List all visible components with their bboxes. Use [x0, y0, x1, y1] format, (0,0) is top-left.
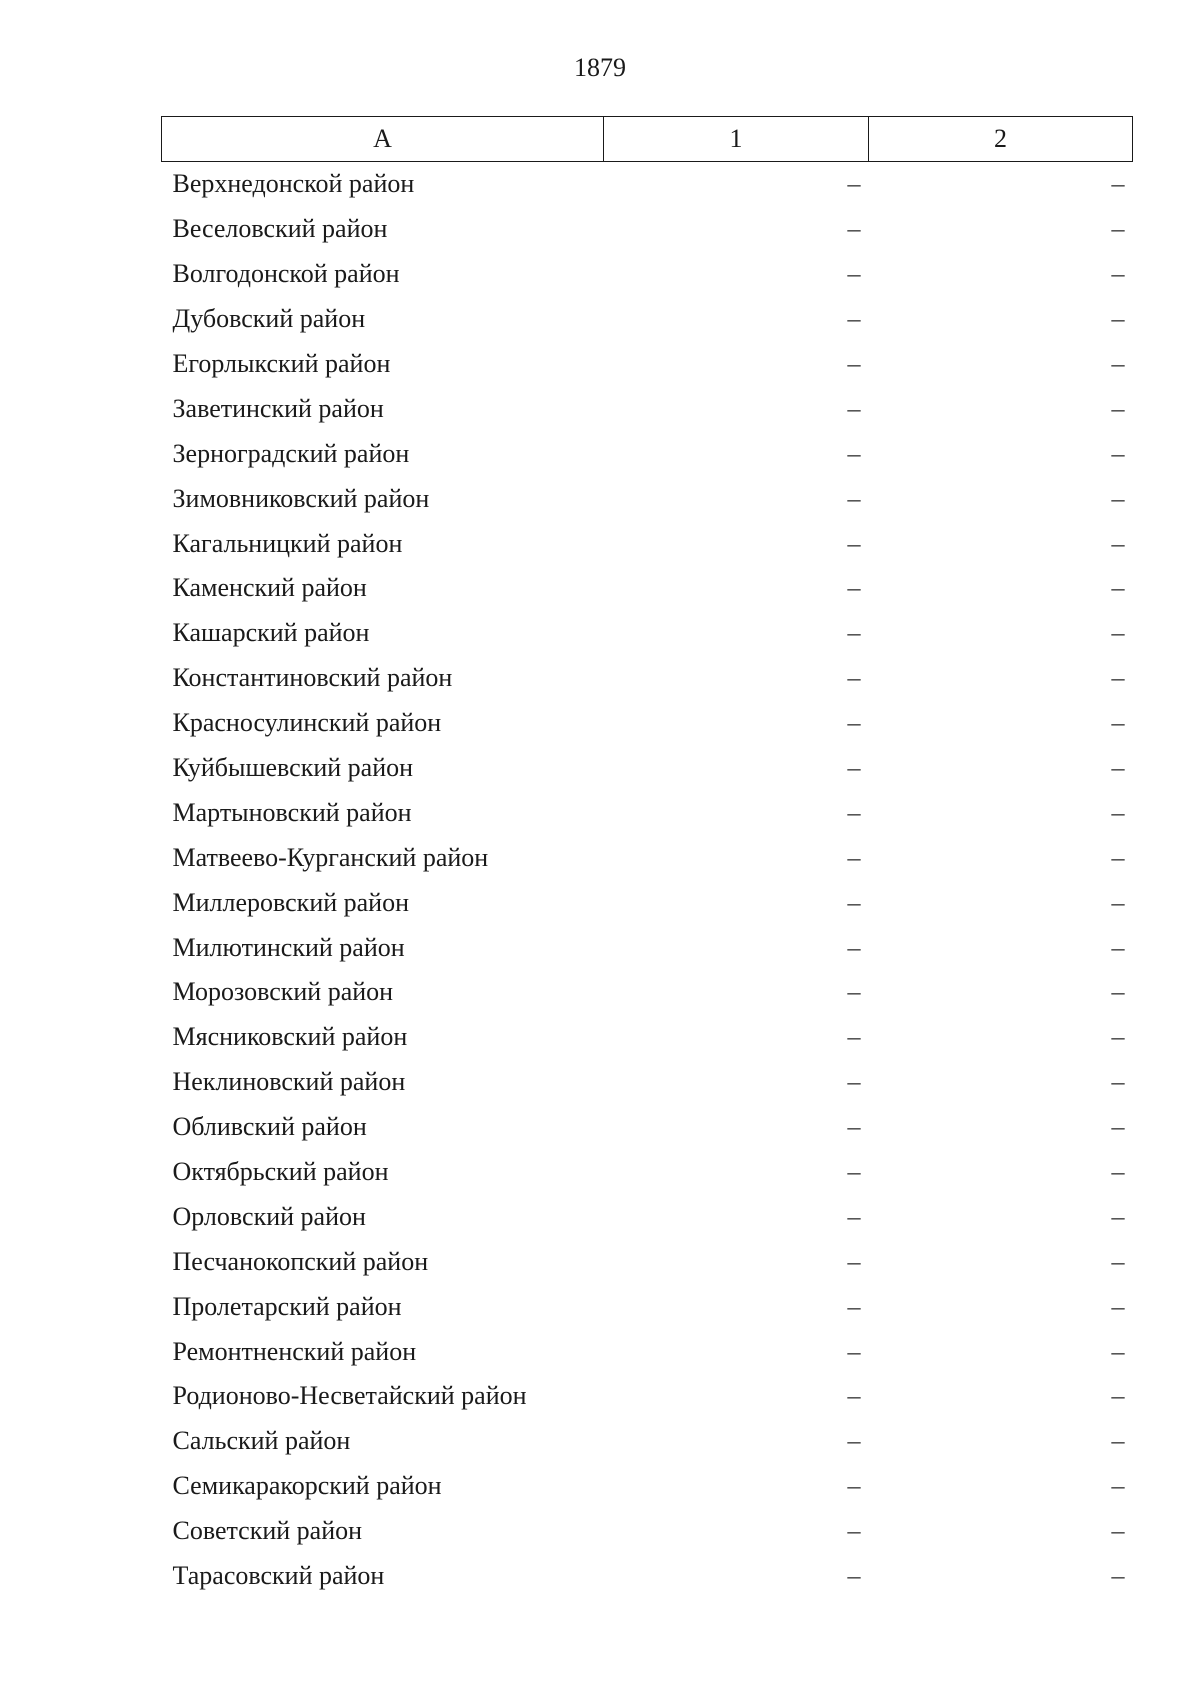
- value-column-2: –: [1111, 1157, 1125, 1187]
- table-row: [162, 925, 1133, 970]
- district-name: Каменский район: [172, 573, 367, 603]
- table-row: [162, 1015, 1133, 1060]
- table-row: [162, 1329, 1133, 1374]
- district-name: Неклиновский район: [172, 1067, 406, 1097]
- district-name: Мартыновский район: [172, 797, 412, 827]
- table-row: [162, 1239, 1133, 1284]
- value-column-2: –: [1111, 438, 1125, 468]
- table-row: [162, 252, 1133, 297]
- table-row: [162, 790, 1133, 835]
- district-name: Дубовский район: [172, 304, 366, 334]
- table-row: [162, 970, 1133, 1015]
- district-name: Октябрьский район: [172, 1157, 389, 1187]
- value-column-1: –: [847, 573, 861, 603]
- table-row: [162, 1554, 1133, 1599]
- district-name: Морозовский район: [172, 977, 394, 1007]
- district-name: Советский район: [172, 1516, 363, 1546]
- value-column-2: –: [1111, 977, 1125, 1007]
- value-column-2: –: [1111, 1516, 1125, 1546]
- district-name: Веселовский район: [172, 214, 388, 244]
- value-column-2: –: [1111, 483, 1125, 513]
- value-column-1: –: [847, 663, 861, 693]
- value-column-1: –: [847, 1471, 861, 1501]
- value-column-2: –: [1111, 169, 1125, 199]
- value-column-1: –: [847, 349, 861, 378]
- value-column-1: –: [847, 304, 861, 334]
- header-row: [162, 117, 1133, 162]
- district-name: Обливский район: [172, 1112, 367, 1142]
- value-column-2: –: [1111, 887, 1125, 917]
- table-row: [162, 656, 1133, 701]
- table-row: [162, 1374, 1133, 1419]
- value-column-2: –: [1111, 1336, 1125, 1366]
- value-column-1: –: [847, 1426, 861, 1456]
- value-column-2: –: [1111, 1561, 1125, 1591]
- value-column-1: –: [847, 1336, 861, 1366]
- table-row: [162, 386, 1133, 431]
- value-column-2: –: [1111, 1067, 1125, 1097]
- value-column-1: –: [847, 259, 861, 289]
- value-column-1: –: [847, 1201, 861, 1231]
- table-row: [162, 431, 1133, 476]
- table-row: [162, 1464, 1133, 1509]
- value-column-2: –: [1111, 663, 1125, 693]
- value-column-1: –: [847, 1516, 861, 1546]
- table-row: [162, 566, 1133, 611]
- value-column-1: –: [847, 214, 861, 244]
- value-column-1: –: [847, 1022, 861, 1052]
- districts-table: [161, 116, 1133, 1599]
- district-name: Волгодонской район: [172, 259, 400, 289]
- district-name: Песчанокопский район: [172, 1246, 429, 1276]
- table-row: [162, 1509, 1133, 1554]
- value-column-2: –: [1111, 393, 1125, 423]
- district-name: Сальский район: [172, 1426, 351, 1456]
- value-column-2: –: [1111, 842, 1125, 872]
- value-column-2: –: [1111, 708, 1125, 738]
- value-column-1: –: [847, 708, 861, 738]
- table-row: [162, 207, 1133, 252]
- district-name: Заветинский район: [172, 393, 384, 423]
- table-row: [162, 1150, 1133, 1195]
- value-column-1: –: [847, 1112, 861, 1142]
- page-number: 1879: [574, 53, 626, 82]
- district-name: Верхнедонской район: [172, 169, 415, 199]
- value-column-1: –: [847, 528, 861, 558]
- value-column-2: –: [1111, 1201, 1125, 1231]
- value-column-2: –: [1111, 1426, 1125, 1456]
- value-column-2: –: [1111, 349, 1125, 378]
- value-column-1: –: [847, 438, 861, 468]
- district-name: Зерноградский район: [172, 438, 410, 468]
- value-column-1: –: [847, 1246, 861, 1276]
- table-row: [162, 880, 1133, 925]
- table-row: [162, 1419, 1133, 1464]
- value-column-1: –: [847, 393, 861, 423]
- value-column-2: –: [1111, 304, 1125, 334]
- table-row: [162, 476, 1133, 521]
- value-column-2: –: [1111, 618, 1125, 648]
- district-name: Красносулинский район: [172, 708, 442, 738]
- table-row: [162, 611, 1133, 656]
- table-header: [162, 117, 1133, 162]
- value-column-1: –: [847, 1157, 861, 1187]
- district-name: Константиновский район: [172, 663, 453, 693]
- column-header-a: А: [162, 117, 604, 162]
- value-column-1: –: [847, 1561, 861, 1591]
- value-column-2: –: [1111, 528, 1125, 558]
- value-column-2: –: [1111, 1291, 1125, 1321]
- value-column-2: –: [1111, 214, 1125, 244]
- value-column-1: –: [847, 977, 861, 1007]
- district-name: Семикаракорский район: [172, 1471, 442, 1501]
- district-name: Егорлыкский район: [172, 349, 391, 378]
- district-name: Матвеево-Курганский район: [172, 842, 489, 872]
- column-header-1: 1: [604, 117, 869, 162]
- value-column-1: –: [847, 1381, 861, 1411]
- table-row: [162, 162, 1133, 207]
- value-column-2: –: [1111, 797, 1125, 827]
- value-column-2: –: [1111, 573, 1125, 603]
- district-name: Зимовниковский район: [172, 483, 430, 513]
- table-body: [162, 162, 1133, 1599]
- value-column-1: –: [847, 797, 861, 827]
- district-name: Куйбышевский район: [172, 753, 414, 783]
- value-column-1: –: [847, 1067, 861, 1097]
- value-column-1: –: [847, 887, 861, 917]
- district-name: Милютинский район: [172, 932, 405, 962]
- value-column-1: –: [847, 169, 861, 199]
- value-column-1: –: [847, 618, 861, 648]
- value-column-2: –: [1111, 1246, 1125, 1276]
- table-row: [162, 297, 1133, 342]
- table-row: [162, 521, 1133, 566]
- value-column-1: –: [847, 842, 861, 872]
- district-name: Миллеровский район: [172, 887, 410, 917]
- district-name: Орловский район: [172, 1201, 366, 1231]
- table-row: [162, 1105, 1133, 1150]
- district-name: Кагальницкий район: [172, 528, 403, 558]
- value-column-2: –: [1111, 1022, 1125, 1052]
- value-column-2: –: [1111, 753, 1125, 783]
- value-column-2: –: [1111, 259, 1125, 289]
- district-name: Родионово-Несветайский район: [172, 1381, 527, 1411]
- table-row: [162, 1194, 1133, 1239]
- table-row: [162, 1060, 1133, 1105]
- value-column-2: –: [1111, 1381, 1125, 1411]
- value-column-2: –: [1111, 1471, 1125, 1501]
- district-name: Пролетарский район: [172, 1291, 402, 1321]
- column-header-2: 2: [869, 117, 1133, 162]
- value-column-2: –: [1111, 1112, 1125, 1142]
- district-name: Ремонтненский район: [172, 1336, 417, 1366]
- table-row: [162, 342, 1133, 387]
- district-name: Кашарский район: [172, 618, 370, 648]
- table-row: [162, 835, 1133, 880]
- district-name: Мясниковский район: [172, 1022, 408, 1052]
- value-column-1: –: [847, 483, 861, 513]
- table-row: [162, 746, 1133, 791]
- value-column-1: –: [847, 753, 861, 783]
- table-row: [162, 701, 1133, 746]
- district-name: Тарасовский район: [172, 1561, 385, 1591]
- value-column-2: –: [1111, 932, 1125, 962]
- table-row: [162, 1284, 1133, 1329]
- value-column-1: –: [847, 932, 861, 962]
- value-column-1: –: [847, 1291, 861, 1321]
